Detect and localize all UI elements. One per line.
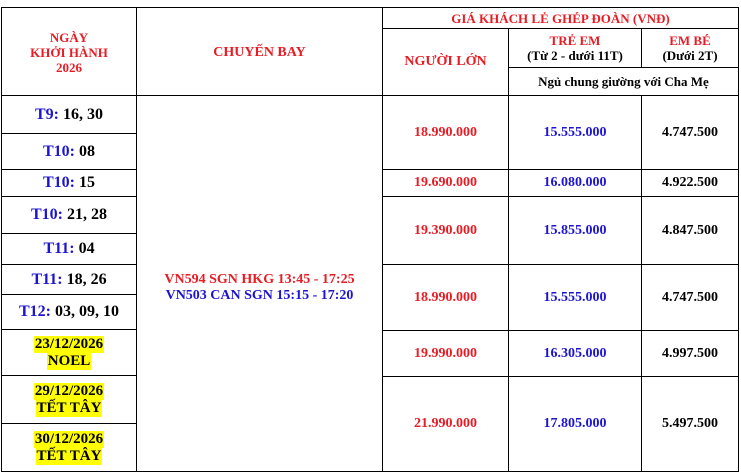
grid-line [136, 7, 137, 472]
price-child: 16.305.000 [543, 345, 607, 361]
price-child: 15.555.000 [543, 124, 607, 140]
grid-line [1, 133, 137, 134]
date-row-6 [2, 265, 136, 294]
outbound-flight: VN594 SGN HKG 13:45 - 17:25 [164, 271, 355, 287]
flight-info [137, 96, 382, 471]
price-infant: 4.747.500 [662, 124, 718, 140]
grid-line [641, 95, 642, 472]
flight-label: CHUYẾN BAY [213, 44, 306, 60]
grid-line [1, 471, 739, 472]
grid-line [382, 330, 739, 331]
child-header [509, 29, 641, 67]
child-label: TRẺ EM [549, 33, 601, 48]
price-infant: 5.497.500 [662, 416, 718, 431]
holiday-row-new-year-1 [2, 376, 136, 423]
child-age: (Từ 2 - dưới 11T) [527, 48, 623, 63]
grid-line [1, 196, 137, 197]
price-group-label: GIÁ KHÁCH LẺ GHÉP ĐOÀN (VNĐ) [451, 10, 670, 26]
grid-line [1, 375, 137, 376]
grid-line [382, 264, 739, 265]
date-row-3 [2, 170, 136, 196]
grid-line [1, 294, 137, 295]
date-days: 03, 09, 10 [55, 303, 119, 320]
holiday-row-new-year-2 [2, 424, 136, 471]
date-days: 15 [79, 174, 95, 191]
date-month: T11: [31, 270, 63, 288]
grid-line [1, 264, 137, 265]
date-days: 16, 30 [63, 105, 103, 123]
date-month: T10: [43, 174, 75, 191]
date-month: T12: [19, 303, 51, 320]
date-row-2 [2, 134, 136, 169]
grid-line [382, 196, 739, 197]
holiday-date: 23/12/2026 [34, 335, 104, 352]
sharing-note [509, 68, 738, 95]
grid-line [382, 376, 739, 377]
price-infant: 4.922.500 [662, 175, 718, 190]
price-adult: 19.390.000 [414, 222, 477, 238]
return-flight: VN503 CAN SGN 15:15 - 17:20 [165, 287, 354, 303]
grid-line [1, 329, 137, 330]
price-adult: 18.990.000 [414, 124, 477, 140]
date-row-5 [2, 234, 136, 264]
price-adult: 19.690.000 [414, 175, 477, 190]
date-month: T9: [35, 105, 59, 123]
date-month: T10: [43, 142, 75, 160]
date-days: 18, 26 [66, 270, 107, 288]
grid-line [1, 423, 137, 424]
infant-header [642, 29, 738, 67]
grid-line [1, 7, 2, 472]
adult-label: NGƯỜI LỚN [404, 54, 487, 69]
infant-age: (Dưới 2T) [662, 48, 718, 63]
holiday-row-noel [2, 330, 136, 375]
sharing-note-text: Ngủ chung giường với Cha Mẹ [538, 74, 709, 89]
flight-header [137, 10, 382, 95]
grid-line [1, 95, 739, 96]
grid-line [1, 233, 137, 234]
price-infant: 4.747.500 [662, 289, 718, 305]
price-infant: 4.997.500 [662, 345, 718, 361]
adult-header [383, 29, 508, 95]
price-group-header [383, 8, 738, 28]
date-days: 21, 28 [67, 206, 107, 223]
price-child: 17.805.000 [543, 416, 607, 431]
grid-line [382, 28, 739, 29]
price-adult: 19.990.000 [414, 345, 477, 361]
holiday-name: NOEL [47, 352, 91, 369]
grid-line [508, 67, 739, 68]
holiday-name: TẾT TÂY [36, 399, 102, 416]
grid-line [738, 7, 739, 472]
grid-line [1, 169, 137, 170]
price-child: 15.555.000 [543, 289, 607, 305]
date-row-1 [2, 96, 136, 133]
grid-line [1, 7, 739, 8]
date-days: 08 [79, 142, 95, 160]
date-row-4 [2, 197, 136, 233]
departure-year: 2026 [56, 60, 82, 75]
date-days: 04 [78, 240, 95, 257]
holiday-name: TẾT TÂY [36, 447, 102, 464]
price-adult: 21.990.000 [414, 416, 477, 431]
holiday-date: 30/12/2026 [34, 430, 104, 447]
date-month: T10: [31, 206, 63, 223]
price-adult: 18.990.000 [414, 289, 477, 305]
holiday-date: 29/12/2026 [34, 382, 104, 399]
departure-label-2: KHỞI HÀNH [30, 45, 108, 60]
date-row-7 [2, 295, 136, 329]
departure-date-header [2, 10, 136, 95]
date-month: T11: [43, 240, 75, 257]
grid-line [382, 169, 739, 170]
price-child: 16.080.000 [543, 175, 607, 190]
infant-label: EM BÉ [669, 33, 711, 48]
price-child: 15.855.000 [543, 222, 607, 238]
price-infant: 4.847.500 [662, 222, 718, 238]
grid-line [382, 7, 383, 472]
grid-line [641, 28, 642, 68]
departure-label-1: NGÀY [49, 30, 89, 45]
